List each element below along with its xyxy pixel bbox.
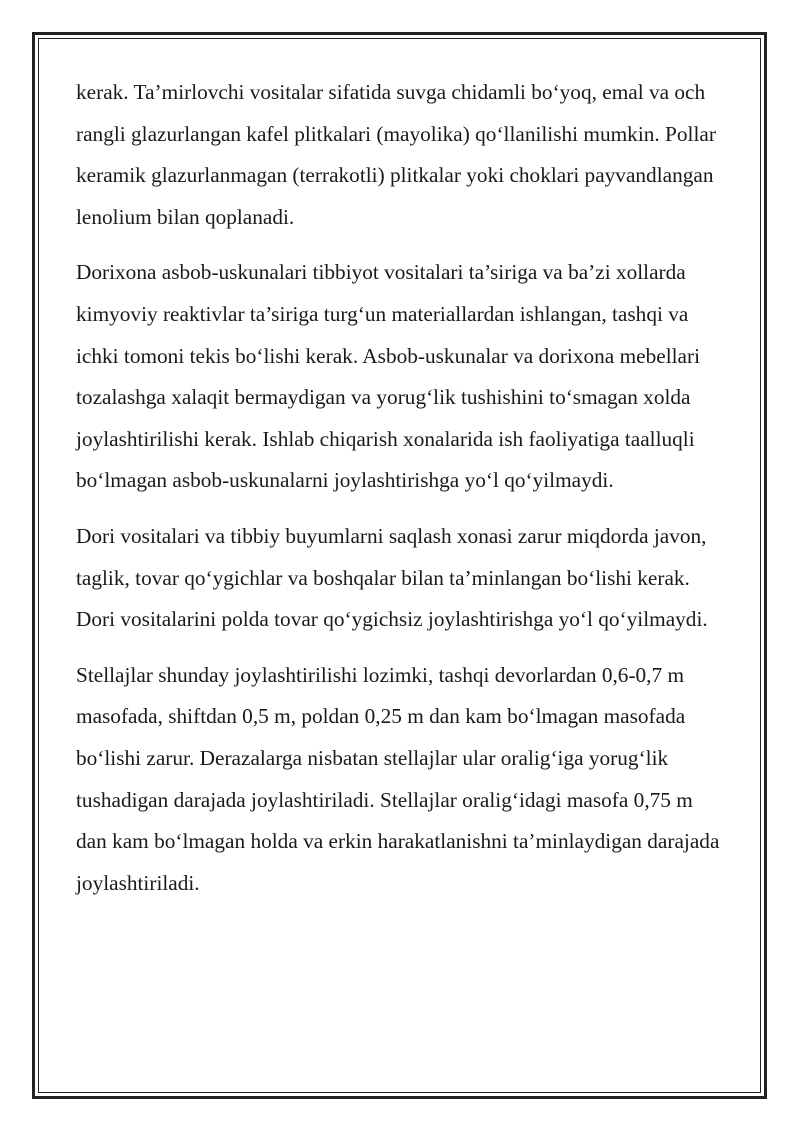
paragraph-4: Stellajlar shunday joylashtirilishi lozimki, tashqi devorlardan 0,6-0,7 m masofada, shiftdan 0,5 m, poldan 0,25 m dan kam bo‘lmagan masofada bo‘lishi zarur. Derazalarga nisbatan stellajlar ular oralig‘iga yorug‘lik tushadigan darajada joylashtiriladi. Stellajlar oralig‘idagi masofa 0,75 m dan kam bo‘lmagan holda va erkin harakatlanishni ta’minlaydigan darajada joylashtiriladi. bbox=[76, 662, 720, 895]
paragraph-1: kerak. Ta’mirlovchi vositalar sifatida suvga chidamli bo‘yoq, emal va och rangli glazurlangan kafel plitkalari (mayolika) qo‘llanilishi mumkin. Pollar keramik glazurlanmagan (terrakotli) plitkalar yoki choklari payvandlangan lenolium bilan qoplanadi. bbox=[76, 80, 716, 229]
paragraph-3: Dori vositalari va tibbiy buyumlarni saqlash xonasi zarur miqdorda javon, taglik, tovar qo‘ygichlar va boshqalar bilan ta’minlangan bo‘lishi kerak. Dori vositalarini polda tovar qo‘ygichsiz joylashtirishga yo‘l qo‘yilmaydi. bbox=[76, 523, 708, 632]
document-body bbox=[76, 72, 728, 918]
paragraph-2: Dorixona asbob-uskunalari tibbiyot vositalari ta’siriga va ba’zi xollarda kimyoviy reaktivlar ta’siriga turg‘un materiallardan ishlangan, tashqi va ichki tomoni tekis bo‘lishi kerak. Asbob-uskunalar va dorixona mebellari tozalashga xalaqit bermaydigan va yorug‘lik tushishini to‘smagan xolda joylashtirilishi kerak. Ishlab chiqarish xonalarida ish faoliyatiga taalluqli bo‘lmagan asbob-uskunalarni joylashtirishga yo‘l qo‘yilmaydi. bbox=[76, 260, 700, 493]
